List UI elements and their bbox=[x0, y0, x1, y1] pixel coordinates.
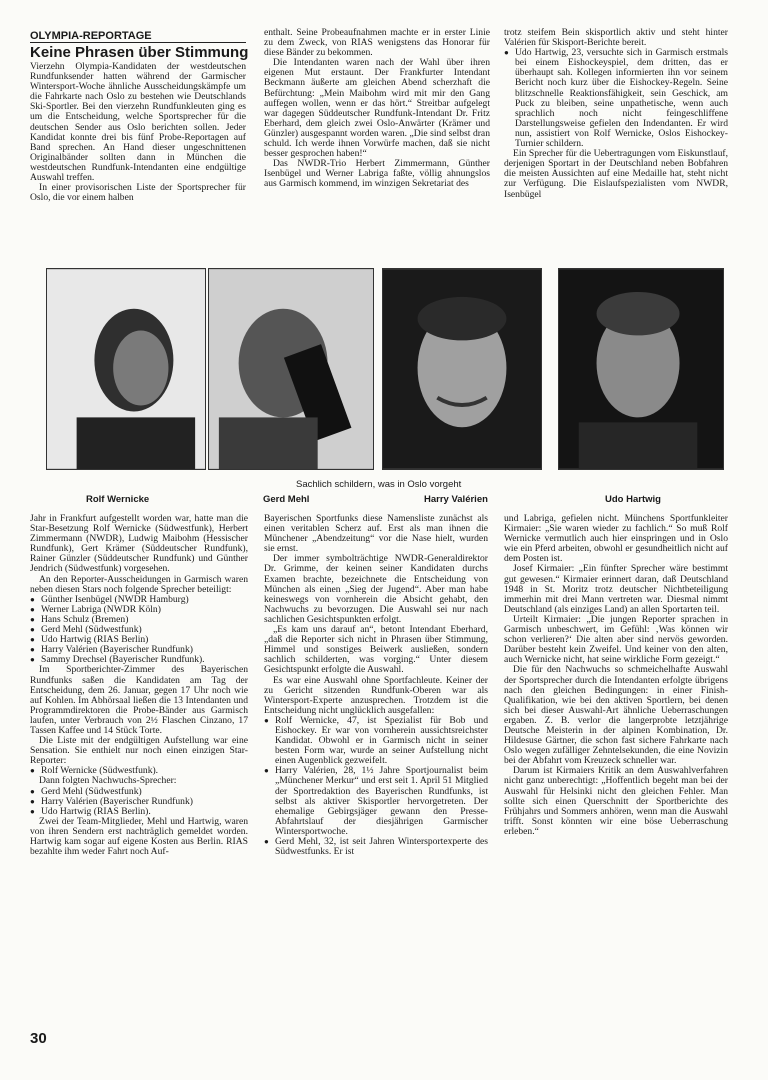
paragraph: und Labriga, gefielen nicht. Münchens Sportfunkleiter Kirmaier: „Sie waren wieder zu fachlich.“ So muß Rolf Wernicke vermutlich auch hier einspringen und in Oslo wie ein Pferd arbeiten, obwohl er gesundheitlich nicht auf dem Posten ist. bbox=[504, 513, 728, 565]
paragraph: trotz steifem Bein skisportlich aktiv und steht hinter Valérien für Skisport-Berichte bereit. bbox=[504, 27, 728, 49]
list-item: ● Harry Valérien, 28, 1½ Jahre Sportjournalist beim „Münchener Merkur“ und erst seit 1. April 51 Mitglied der Sportredaktion des Bayerischen Rundfunks, ist selbst als aktiver Skisportler hervorgetreten. Der ehemalige Gebirgsjäger gewann den Presse-Abfahrtslauf der diesjährigen Garmischer Wintersportwoche. bbox=[264, 766, 488, 837]
header-rule bbox=[30, 42, 246, 43]
paragraph: enthalt. Seine Probeaufnahmen machte er in erster Linie zu dem Zweck, von RIAS wenigstens das Honorar für diese Bänder zu bekommen. bbox=[264, 27, 490, 59]
list-item: ● Rolf Wernicke, 47, ist Spezialist für Bob und Eishockey. Er war von vornherein aussichtsreichster Kandidat. Obwohl er in Garmisch nicht in seiner besten Form war, wurde an seiner Aufstellung nicht einen Augenblick gezweifelt. bbox=[264, 716, 488, 766]
list-item: ● Udo Hartwig (RIAS Berlin) bbox=[30, 635, 248, 645]
paragraph: Die Liste mit der endgültigen Aufstellung war eine Sensation. Sie enthielt nur noch einen einzigen Star-Reporter: bbox=[30, 735, 248, 767]
photo-caption: Sachlich schildern, was in Oslo vorgeht bbox=[296, 479, 462, 490]
list-item: ● Udo Hartwig, 23, versuchte sich in Garmisch erstmals bei einem Eishockeyspiel, dem dritten, das er überhaupt sah. Kollegen informierten ihn vor seinem Bericht noch kurz über die Eishockey-Regeln. Seine blitzschnelle Reaktionsfähigkeit, sein Geschick, am Puck zu bleiben, seine unpathetische, wenn auch sprachlich noch nicht feingeschliffene Darstellungsweise gefielen den Indendanten. Er wird nun, assistiert von Rolf Wernicke, Oslos Eishockey-Turnier schildern. bbox=[504, 48, 728, 149]
paragraph: An den Reporter-Ausscheidungen in Garmisch waren neben diesen Stars noch folgende Sprecher beteiligt: bbox=[30, 573, 248, 595]
paragraph: Im Sportberichter-Zimmer des Bayerischen Rundfunks saßen die Kandidaten am Tag der Entscheidung, dem 26. Januar, gegen 17 Uhr noch wie auf Kohlen. Im Abhörsaal ließen die 13 Intendanten und Programmdirektoren die Probe-Bänder aus Garmisch laufen, unter Verbrauch von 2½ Flaschen Cinzano, 17 Tassen Kaffee und 14 Stück Torte. bbox=[30, 664, 248, 736]
paragraph: Darum ist Kirmaiers Kritik an dem Auswahlverfahren nicht ganz unberechtigt: „Hoffentlich begeht man bei der Auswahl für Helsinki nicht den gleichen Fehler. Man sollte sich einen Querschnitt der Sportberichte des Frühjahrs und Sommers anhören, wenn man die Auswahl trifft. Sonst könnten wir eine böse Ueberraschung erleben.“ bbox=[504, 765, 728, 837]
top-column-2 bbox=[264, 28, 490, 190]
list-item: ● Sammy Drechsel (Bayerischer Rundfunk). bbox=[30, 655, 248, 665]
page-number: 30 bbox=[30, 1030, 47, 1047]
portrait-photo-hartwig bbox=[558, 268, 724, 470]
paragraph: In einer provisorischen Liste der Sportsprecher für Oslo, die vor einem halben bbox=[30, 182, 246, 204]
photo-name-valerien: Harry Valérien bbox=[424, 494, 488, 505]
list-item: ● Gerd Mehl, 32, ist seit Jahren Wintersportexperte des Südwestfunks. Er ist bbox=[264, 837, 488, 857]
top-column-1 bbox=[30, 62, 246, 203]
paragraph: Es war eine Auswahl ohne Sportfachleute. Keiner der zu Gericht sitzenden Rundfunk-Oberen war als Wintersport-Experte anzusprechen. Trotzdem ist die Entscheidung nicht unglücklich ausgefallen: bbox=[264, 674, 488, 716]
paragraph: Urteilt Kirmaier: „Die jungen Reporter sprachen in Garmisch unbeschwert, im Gefühl: ‚Was können wir schon verlieren?‘ Die alten aber sind nervös geworden. Darüber besteht kein Zweifel. Und keiner von den alten, auch Wernicke nicht, hat seine wirkliche Form gezeigt.“ bbox=[504, 613, 728, 666]
photo-name-hartwig: Udo Hartwig bbox=[605, 494, 661, 505]
list-item: ● Harry Valérien (Bayerischer Rundfunk) bbox=[30, 797, 248, 807]
bottom-column-2 bbox=[264, 514, 488, 857]
list-item: ● Hans Schulz (Bremen) bbox=[30, 615, 248, 625]
paragraph: Ein Sprecher für die Uebertragungen vom Eiskunstlauf, derjenigen Sportart in der Deutschland neben Bobfahren die meisten Aussichten auf eine Medaille hat, steht nicht zur Verfügung. Die Eislaufspezialisten vom NWDR, Isenbügel bbox=[504, 148, 728, 200]
photo-name-mehl: Gerd Mehl bbox=[263, 494, 310, 505]
top-column-3 bbox=[504, 28, 728, 200]
article-title: Keine Phrasen über Stimmung bbox=[30, 44, 249, 61]
portrait-photo-mehl bbox=[208, 268, 374, 470]
list-item: ● Rolf Wernicke (Südwestfunk). bbox=[30, 766, 248, 776]
paragraph: „Es kam uns darauf an“, betont Intendant Eberhard, „daß die Reporter sich nicht in Phrasen über Stimmung, Himmel und sonstiges Beiwerk ausließen, sondern sachlich schilderten, was vorging.“ Unter diesem Gesichtspunkt erfolgte die Auswahl. bbox=[264, 624, 488, 676]
portrait-photo-valerien bbox=[382, 268, 542, 470]
list-item: ● Werner Labriga (NWDR Köln) bbox=[30, 605, 248, 615]
list-item: ● Gerd Mehl (Südwestfunk) bbox=[30, 625, 248, 635]
list-item: ● Udo Hartwig (RIAS Berlin). bbox=[30, 807, 248, 817]
bottom-column-3 bbox=[504, 514, 728, 837]
paragraph: Der immer symbolträchtige NWDR-Generaldirektor Dr. Grimme, der keinen seiner Kandidaten durchs Examen brachte, bezeichnete die Entscheidung von München als einen „Sieg der Jugend“. Aber man habe keineswegs von vornherein die Absicht gehabt, den Nachwuchs zu bevorzugen. Die Auswahl sei nur nach sachlichen Gesichtspunkten erfolgt. bbox=[264, 553, 488, 625]
paragraph: Jahr in Frankfurt aufgestellt worden war, hatte man die Star-Besetzung Rolf Wernicke (Südwestfunk), Herbert Zimmermann (NWDR), Ludwig Maibohm (Hessischer Rundfunk), Gert Krämer (Süddeutscher Rundfunk), Rainer Günzler (Süddeutscher Rundfunk) und Günther Jendrich (Südwestfunk) vorgesehen. bbox=[30, 513, 248, 575]
paragraph: Dann folgten Nachwuchs-Sprecher: bbox=[39, 775, 177, 787]
paragraph: Die Intendanten waren nach der Wahl über ihren eigenen Mut erstaunt. Der Frankfurter Intendant Beckmann äußerte am gleichen Abend scherzhaft die Befürchtung: „Mein Maibohm wird mit mir den Gang auffegen wollen, wenn er das hört.“ Streitbar aufgelegt war dagegen Süddeutscher Rundfunk-Intendant Dr. Fritz Eberhard, dem gleich zwei Oslo-Anwärter (Krämer und Günzler) ausgespannt worden waren. „Die sind selbst dran schuld. Ich werde ihnen Vorwürfe machen, daß sie nicht besser gesprochen haben!“ bbox=[264, 57, 490, 160]
section-label: OLYMPIA-REPORTAGE bbox=[30, 30, 152, 42]
list-item: ● Günther Isenbügel (NWDR Hamburg) bbox=[30, 595, 248, 605]
paragraph: Josef Kirmaier: „Ein fünfter Sprecher wäre bestimmt gut gewesen.“ Kirmaier erinnert daran, daß Deutschland 1948 in St. Moritz trotz deutscher Nichtbeteiligung immerhin mit drei Mann vertreten war. Diesmal nimmt Deutschland (als einziges Land) an allen Sportarten teil. bbox=[504, 563, 728, 615]
paragraph: Die für den Nachwuchs so schmeichelhafte Auswahl der Sportsprecher durch die Intendanten erfolgte übrigens nach den gleichen Bedingungen: in einer Finish-Qualifikation, wie bei den aktiven Sportlern, bei denen sich bei dieser Auswahl-Art ähnliche Ueberraschungen ergaben. Z. B. verlor die langerprobte letztjährige Deutsche Meisterin in der alpinen Kombination, Dr. Hildesuse Gärtner, die schon fast sichere Fahrkarte nach Oslo wegen zufälliger Zehntelsekunden, die eine Novizin bei der Abfahrt vom Kreuzeck schneller war. bbox=[504, 664, 728, 767]
bottom-column-1 bbox=[30, 514, 248, 857]
paragraph: Bayerischen Sportfunks diese Namensliste zunächst als einen veritablen Scherz auf. Erst als man ihnen die Münchener „Abendzeitung“ vor die Nase hielt, wurden sie ernst. bbox=[264, 513, 488, 555]
list-item: ● Harry Valérien (Bayerischer Rundfunk) bbox=[30, 645, 248, 655]
paragraph: Zwei der Team-Mitglieder, Mehl und Hartwig, waren von ihren Sendern erst nachträglich gemeldet worden. Hartwig kam sogar auf eigene Kosten aus Berlin. RIAS bezahlte ihm weder Fahrt noch Auf- bbox=[30, 815, 248, 858]
paragraph: Vierzehn Olympia-Kandidaten der westdeutschen Rundfunksender hatten während der Garmischer Wintersport-Woche ähnliche Ausscheidungskämpfe um die Fahrkarte nach Oslo zu bestehen wie Deutschlands Ski-Sportler. Bei den vierzehn Rundfunkleuten ging es um die Entscheidung, welche Sportsprecher für die deutschen Sender aus Oslo berichten sollen. Jeder Kandidat konnte drei bis fünf Probe-Reportagen auf Band sprechen. An Hand dieser ungeschnittenen Originalbänder sollten dann in München die westdeutschen Rundfunk-Intendanten eine endgültige Auswahl treffen. bbox=[30, 61, 246, 184]
list-item: ● Gerd Mehl (Südwestfunk) bbox=[30, 787, 248, 797]
photo-name-wernicke: Rolf Wernicke bbox=[86, 494, 150, 505]
paragraph: Das NWDR-Trio Herbert Zimmermann, Günther Isenbügel und Werner Labriga faßte, völlig ahnungslos aus Garmisch kommend, im winzigen Sekretariat des bbox=[264, 158, 490, 190]
portrait-photo-wernicke bbox=[46, 268, 206, 470]
